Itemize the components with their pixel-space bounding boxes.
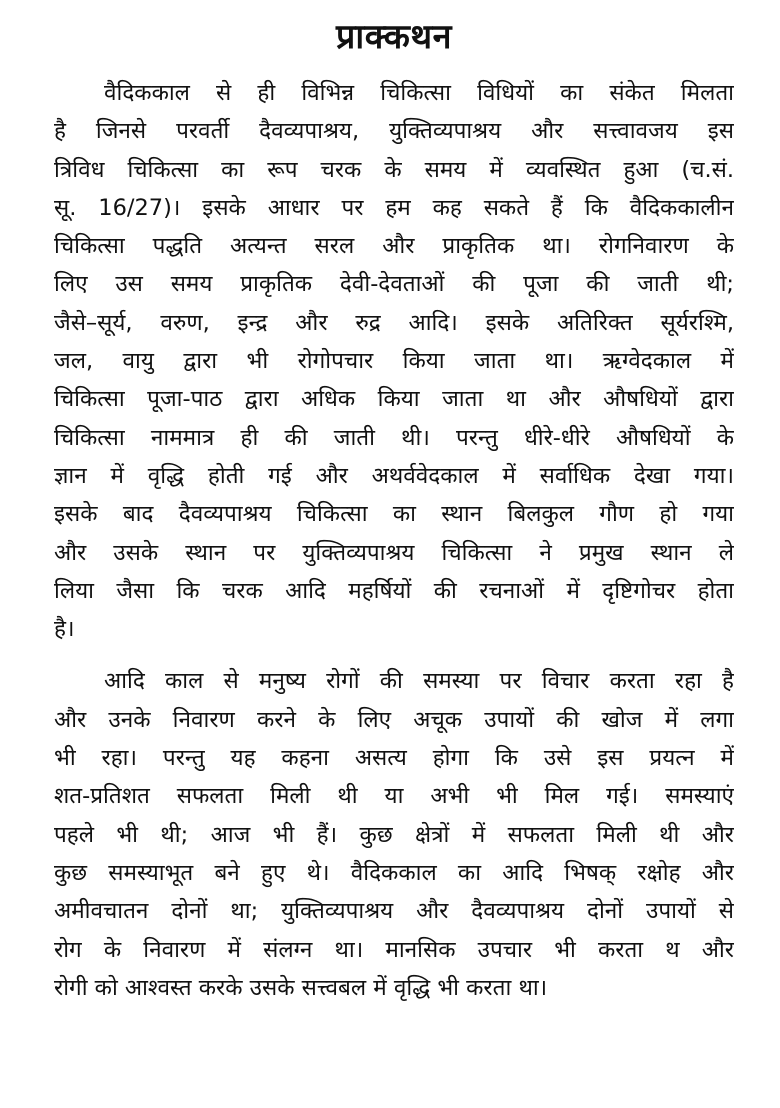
paragraph <box>54 74 734 648</box>
text-line: चिकित्सा पद्धति अत्यन्त सरल और प्राकृतिक था। रोगनिवारण के <box>54 233 734 260</box>
body-text <box>54 74 734 1007</box>
text-line: जल, वायु द्वारा भी रोगोपचार किया जाता था। ऋग्वेदकाल में <box>54 348 734 375</box>
text-line: चिकित्सा पूजा-पाठ द्वारा अधिक किया जाता था और औषधियों द्वारा <box>54 386 734 413</box>
text-line: आदि काल से मनुष्य रोगों की समस्या पर विचार करता रहा है <box>104 668 734 695</box>
text-line: सू. 16/27)। इसके आधार पर हम कह सकते हैं कि वैदिककालीन <box>54 194 734 221</box>
text-line: कुछ समस्याभूत बने हुए थे। वैदिककाल का आदि भिषक् रक्षोह और <box>54 859 734 886</box>
text-line: चिकित्सा नाममात्र ही की जाती थी। परन्तु धीरे-धीरे औषधियों के <box>54 424 734 451</box>
text-line: ज्ञान में वृद्धि होती गई और अथर्ववेदकाल में सर्वाधिक देखा गया। <box>54 462 734 489</box>
page-title: प्राक्कथन <box>336 17 452 57</box>
text-line: लिए उस समय प्राकृतिक देवी-देवताओं की पूजा की जाती थी; <box>54 271 734 298</box>
text-line: है। <box>54 616 75 643</box>
text-line: है जिनसे परवर्ती दैवव्यपाश्रय, युक्तिव्यपाश्रय और सत्त्वावजय इस <box>54 118 734 145</box>
text-line: शत-प्रतिशत सफलता मिली थी या अभी भी मिल गई। समस्याएं <box>54 783 734 810</box>
text-line: और उनके निवारण करने के लिए अचूक उपायों की खोज में लगा <box>54 706 734 733</box>
text-line: भी रहा। परन्तु यह कहना असत्य होगा कि उसे इस प्रयत्न में <box>54 745 734 772</box>
text-line: पहले भी थी; आज भी हैं। कुछ क्षेत्रों में सफलता मिली थी और <box>54 821 734 848</box>
paragraph <box>54 662 734 1007</box>
text-line: त्रिविध चिकित्सा का रूप चरक के समय में व्यवस्थित हुआ (च.सं. <box>54 156 734 183</box>
document-page <box>54 8 734 1100</box>
text-line: वैदिककाल से ही विभिन्न चिकित्सा विधियों का संकेत मिलता <box>104 80 734 106</box>
text-line: इसके बाद दैवव्यपाश्रय चिकित्सा का स्थान बिलकुल गौण हो गया <box>54 501 734 528</box>
text-line: जैसे–सूर्य, वरुण, इन्द्र और रुद्र आदि। इसके अतिरिक्त सूर्यरश्मि, <box>54 309 734 336</box>
text-line: रोग के निवारण में संलग्न था। मानसिक उपचार भी करता थ और <box>54 936 734 963</box>
text-line: लिया जैसा कि चरक आदि महर्षियों की रचनाओं में दृष्टिगोचर होता <box>54 577 734 604</box>
text-line: अमीवचातन दोनों था; युक्तिव्यपाश्रय और दैवव्यपाश्रय दोनों उपायों से <box>54 898 734 925</box>
text-line: रोगी को आश्वस्त करके उसके सत्त्वबल में वृद्धि भी करता था। <box>54 974 548 1001</box>
text-line: और उसके स्थान पर युक्तिव्यपाश्रय चिकित्सा ने प्रमुख स्थान ले <box>54 539 734 566</box>
